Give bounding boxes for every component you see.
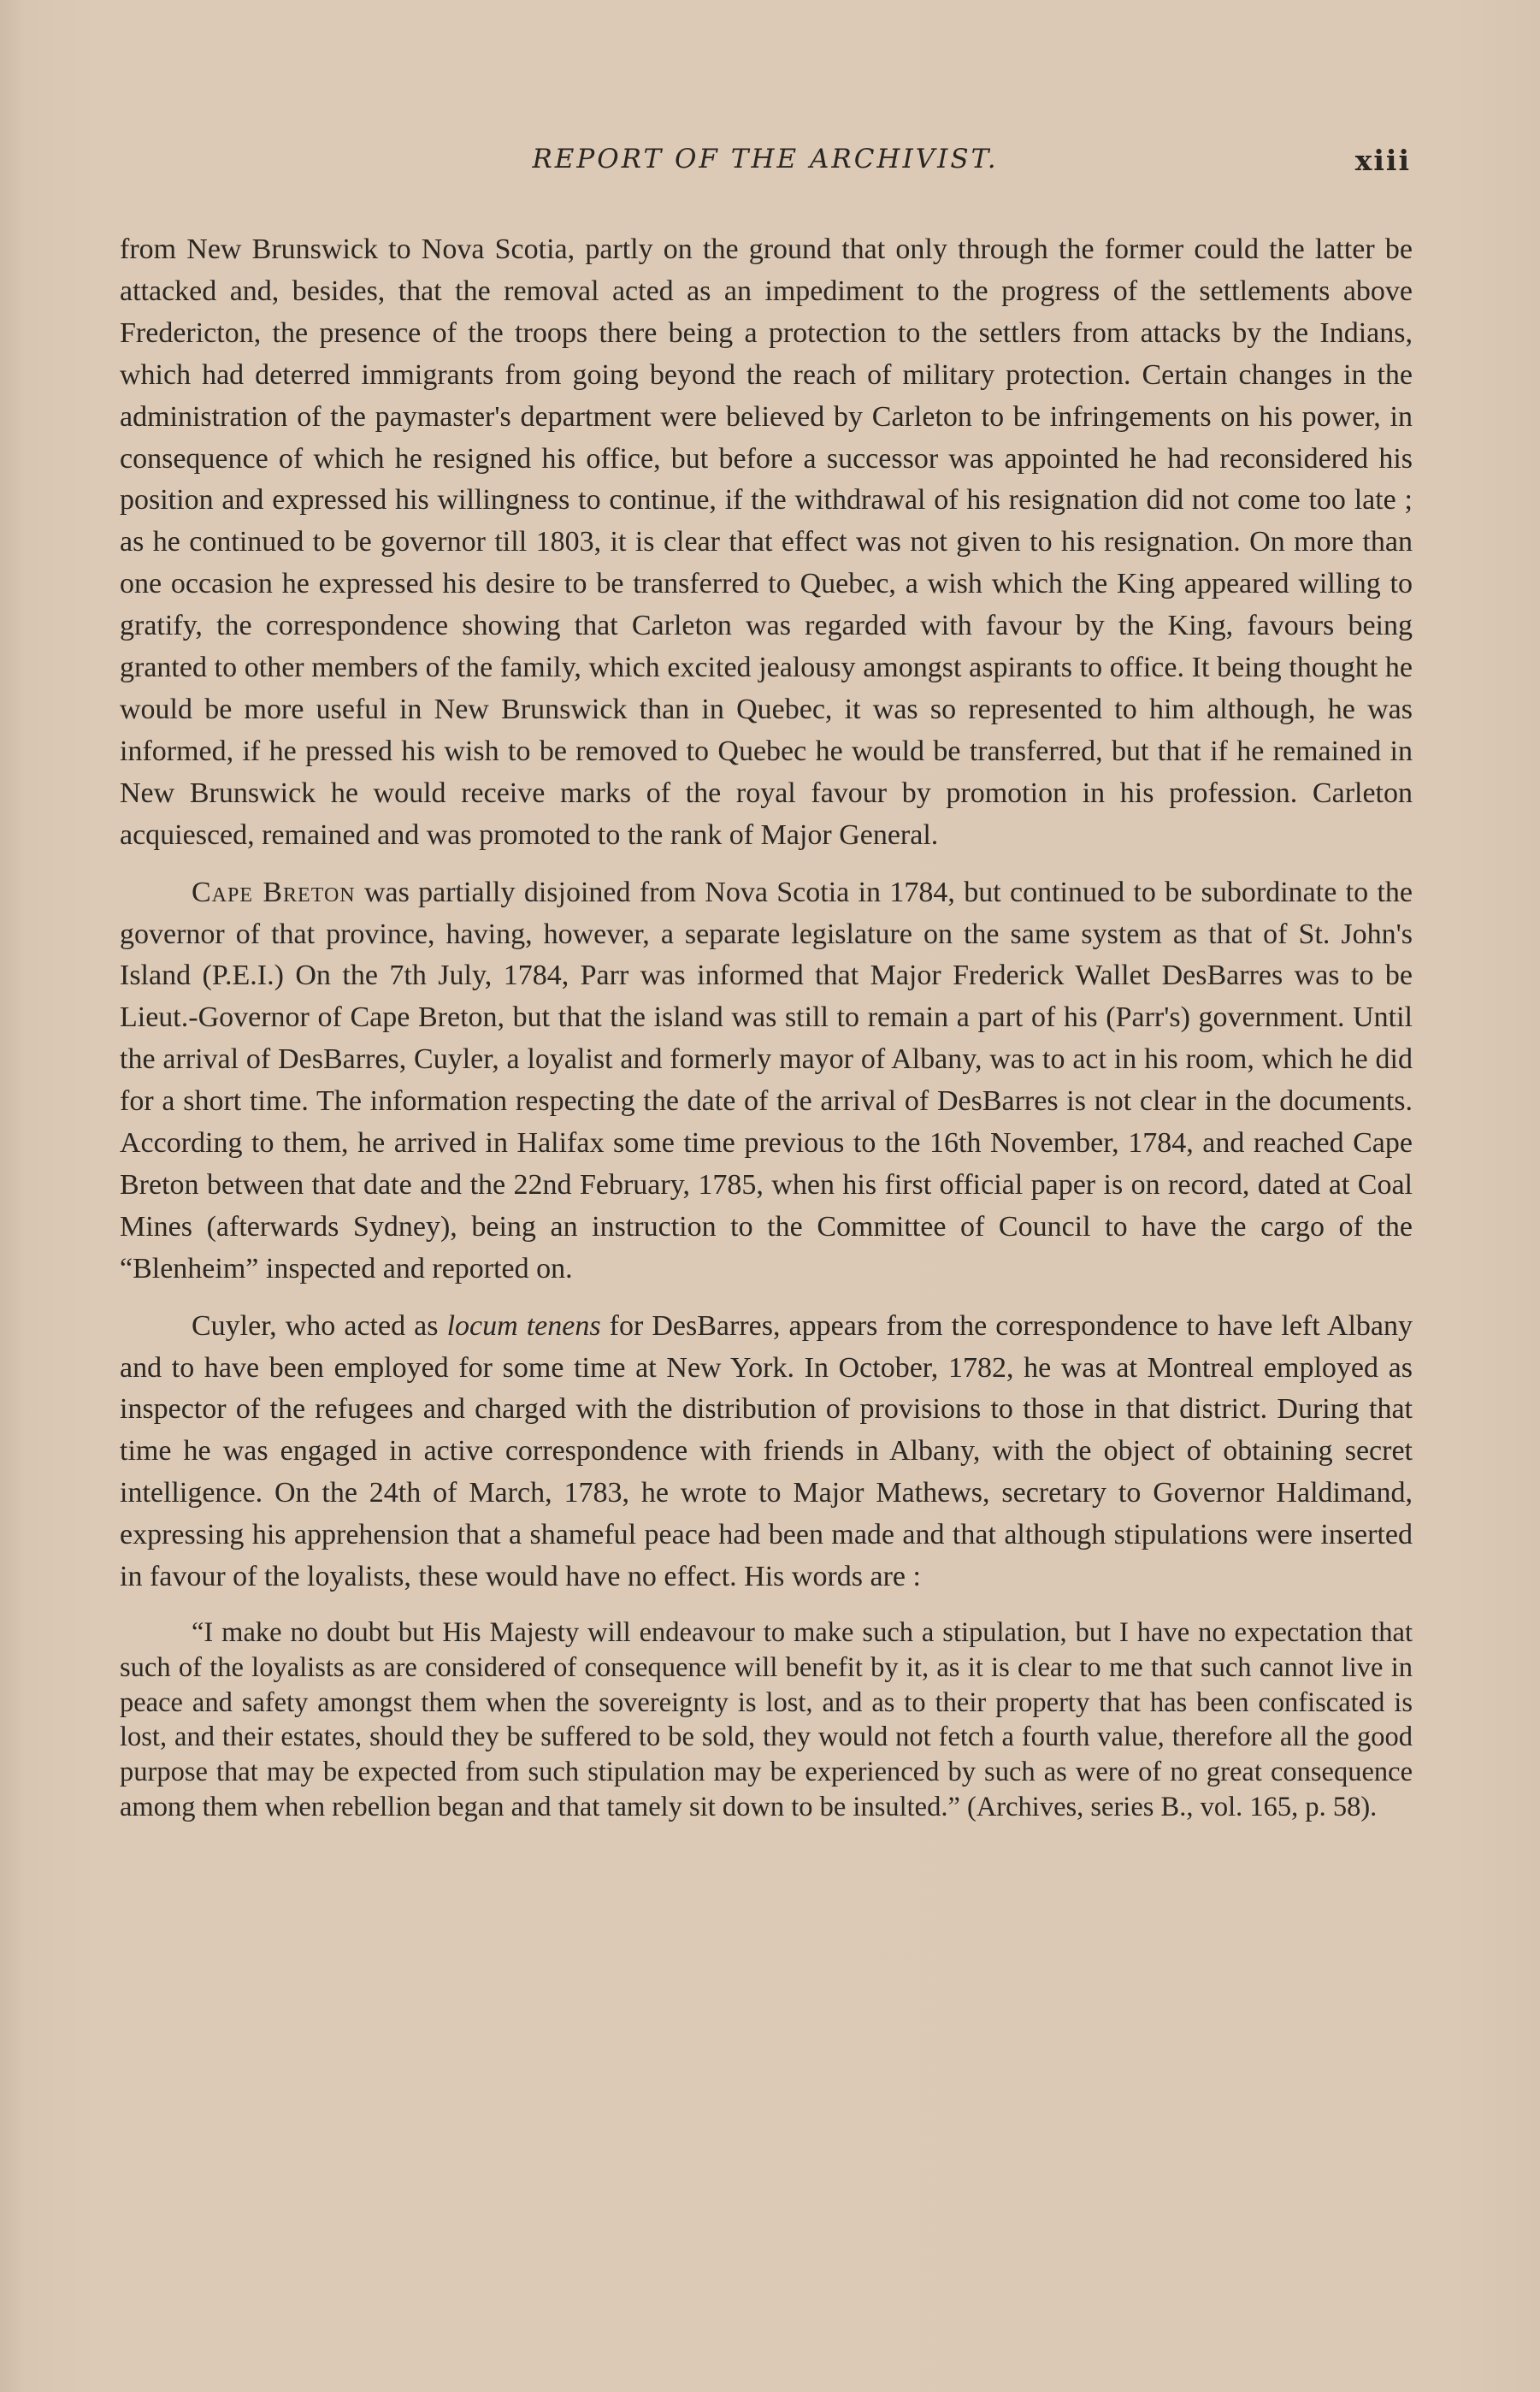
cape-breton-text: was partially disjoined from Nova Scotia in 1784, but continued to be subordinate to the governor of that province, having, however, a separate legislature on the same system as that of St. John's Island (P.E.I.) On the 7th July, 1784, Parr was informed that Major Frederick Wallet DesBarres was to be Lieut.-Governor of Cape Breton, but that the island was still to remain a part of his (Parr's) government. Until the arrival of DesBarres, Cuyler, a loyalist and formerly mayor of Albany, was to act in his room, which he did for a short time. The information respecting the date of the arrival of DesBarres is not clear in the documents. According to them, he arrived in Halifax some time previous to the 16th November, 1784, and reached Cape Breton between that date and the 22nd February, 1785, when his first official paper is on record, dated at Coal Mines (afterwards Sydney), being an instruction to the Committee of Council to have the cargo of the “Blenheim” inspected and reported on. [120, 876, 1413, 1285]
running-title: REPORT OF THE ARCHIVIST. [532, 144, 999, 174]
cuyler-text-end: for DesBarres, appears from the correspondence to have left Albany and to have been employed for some time at New York. In October, 1782, he was at Montreal employed as inspector of the refugees and charged with the distribution of provisions to those in that district. During that time he was engaged in active correspondence with friends in Albany, with the object of obtaining secret intelligence. On the 24th of March, 1783, he wrote to Major Mathews, secretary to Governor Haldimand, expressing his apprehension that a shameful peace had been made and that although stipulations were inserted in favour of the loyalists, these would have no effect. His words are : [120, 1309, 1413, 1593]
paragraph-cuyler [120, 1306, 1413, 1598]
paragraph-carleton: from New Brunswick to Nova Scotia, partly on the ground that only through the former could the latter be attacked and, besides, that the removal acted as an impediment to the progress of the settlements above Fredericton, the presence of the troops there being a protection to the settlers from attacks by the Indians, which had deterred immigrants from going beyond the reach of military protection. Certain changes in the administration of the paymaster's department were believed by Carleton to be infringements on his power, in consequence of which he resigned his office, but before a successor was appointed he had reconsidered his position and expressed his willingness to continue, if the withdrawal of his resignation did not come too late ; as he continued to be governor till 1803, it is clear that effect was not given to his resignation. On more than one occasion he expressed his desire to be transferred to Quebec, a wish which the King appeared willing to gratify, the correspondence showing that Carleton was regarded with favour by the King, favours being granted to other members of the family, which excited jealousy amongst aspirants to office. It being thought he would be more useful in New Brunswick than in Quebec, it was so represented to him although, he was informed, if he pressed his wish to be removed to Quebec he would be transferred, but that if he remained in New Brunswick he would receive marks of the royal favour by promotion in his profession. Carleton acquiesced, remained and was promoted to the rank of Major General. [120, 233, 1413, 851]
page-number: xiii [1354, 144, 1411, 177]
body-text [120, 229, 1413, 1825]
running-header [120, 144, 1411, 195]
paragraph-cape-breton [120, 872, 1413, 1290]
cape-breton-lead: Cape Breton [192, 876, 356, 908]
block-quote: “I make no doubt but His Majesty will endeavour to make such a stipulation, but I have no expectation that such of the loyalists as are considered of consequence will benefit by it, as it is clear to me that such cannot live in peace and safety amongst them when the sovereignty is lost, and as to their property that has been confiscated is lost, and their estates, should they be suffered to be sold, they would not fetch a fourth value, therefore all the good purpose that may be expected from such stipulation may be experienced by such as were of no great consequence among them when rebellion began and that tamely sit down to be insulted.” (Archives, series B., vol. 165, p. 58). [120, 1617, 1413, 1822]
locum-tenens-italic: locum tenens [446, 1309, 601, 1342]
cuyler-text-start: Cuyler, who acted as [192, 1309, 447, 1342]
